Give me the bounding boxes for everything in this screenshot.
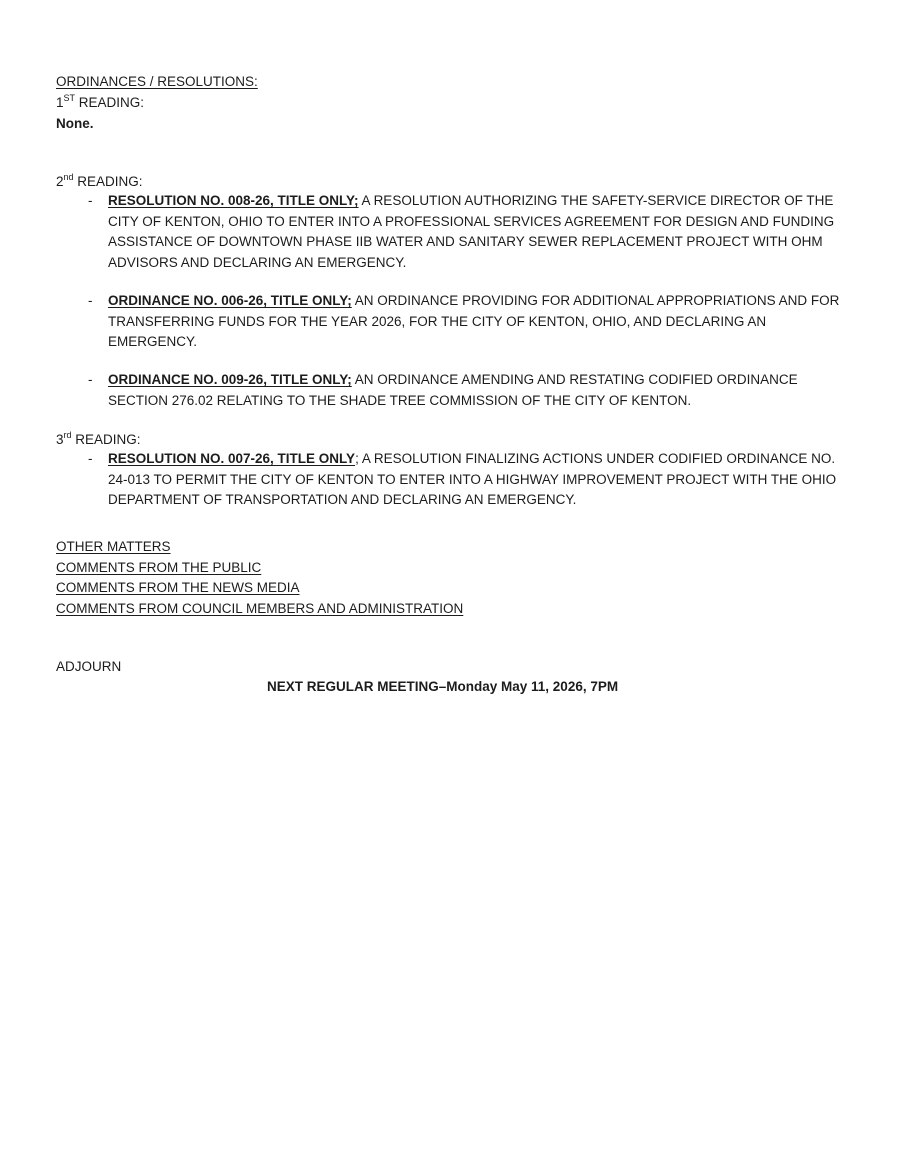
item-text: A RESOLUTION AUTHORIZING THE SAFETY-SERVICE DIRECTOR OF THE CITY OF KENTON, OHIO TO ENTER INTO A PROFESSIONAL SERVICES AGREEMENT FOR DESIGN AND FUNDING ASSISTANCE OF DOWNTOWN PHASE IIB WATER AND SANITARY SEWER REPLACEMENT PROJECT WITH OHM ADVISORS AND DECLARING AN EMERGENCY. <box>108 193 835 270</box>
list-item <box>88 449 848 511</box>
third-reading-heading <box>56 430 141 451</box>
second-reading-ordinal: nd <box>63 171 74 182</box>
third-reading-label: READING: <box>71 432 141 447</box>
item-reference: RESOLUTION NO. 007-26, TITLE ONLY <box>108 451 356 466</box>
list-bullet: - <box>88 193 93 208</box>
second-reading-label: READING: <box>73 174 143 189</box>
second-reading-item <box>88 291 848 353</box>
adjourn-label: ADJOURN <box>56 659 122 674</box>
next-meeting-notice: NEXT REGULAR MEETING–Monday May 11, 2026, 7PM <box>267 679 619 694</box>
list-item <box>88 291 848 353</box>
other-sections <box>56 537 463 619</box>
section-comments-public: COMMENTS FROM THE PUBLIC <box>56 559 262 575</box>
first-reading-ordinal: ST <box>63 92 76 103</box>
list-bullet: - <box>88 372 93 387</box>
first-reading-number: 1 <box>56 95 64 110</box>
third-reading-ordinal: rd <box>63 429 72 440</box>
section-comments-news-media: COMMENTS FROM THE NEWS MEDIA <box>56 580 300 595</box>
item-reference: ORDINANCE NO. 009-26, TITLE ONLY; <box>108 372 352 387</box>
third-reading-item <box>88 449 848 511</box>
list-bullet: - <box>88 293 93 308</box>
list-item <box>88 370 848 411</box>
item-text: AN ORDINANCE PROVIDING FOR ADDITIONAL APPROPRIATIONS AND FOR TRANSFERRING FUNDS FOR THE YEAR 2026, FOR THE CITY OF KENTON, OHIO, AND DECLARING AN EMERGENCY. <box>108 293 840 349</box>
section-other-matters: OTHER MATTERS <box>56 539 171 554</box>
item-reference: RESOLUTION NO. 008-26, TITLE ONLY; <box>108 193 359 208</box>
list-item <box>88 191 848 273</box>
first-reading-label: READING: <box>75 95 145 110</box>
second-reading-number: 2 <box>56 174 64 189</box>
section-comments-council: COMMENTS FROM COUNCIL MEMBERS AND ADMINISTRATION <box>56 600 464 616</box>
third-reading-number: 3 <box>56 432 64 447</box>
second-reading-heading <box>56 172 143 193</box>
second-reading-item <box>88 370 848 411</box>
first-reading-none: None. <box>56 116 94 131</box>
first-reading-heading <box>56 93 144 114</box>
item-reference: ORDINANCE NO. 006-26, TITLE ONLY; <box>108 293 352 308</box>
item-text: ; A RESOLUTION FINALIZING ACTIONS UNDER CODIFIED ORDINANCE NO. 24-013 TO PERMIT THE CITY OF KENTON TO ENTER INTO A HIGHWAY IMPROVEMENT PROJECT WITH THE OHIO DEPARTMENT OF TRANSPORTATION AND DECLARING AN EMERGENCY. <box>108 451 837 507</box>
section-heading-ordinances-resolutions: ORDINANCES / RESOLUTIONS: <box>56 74 258 89</box>
list-bullet: - <box>88 451 93 466</box>
second-reading-item <box>88 191 848 273</box>
item-text: AN ORDINANCE AMENDING AND RESTATING CODIFIED ORDINANCE SECTION 276.02 RELATING TO THE SHADE TREE COMMISSION OF THE CITY OF KENTON. <box>108 372 798 408</box>
